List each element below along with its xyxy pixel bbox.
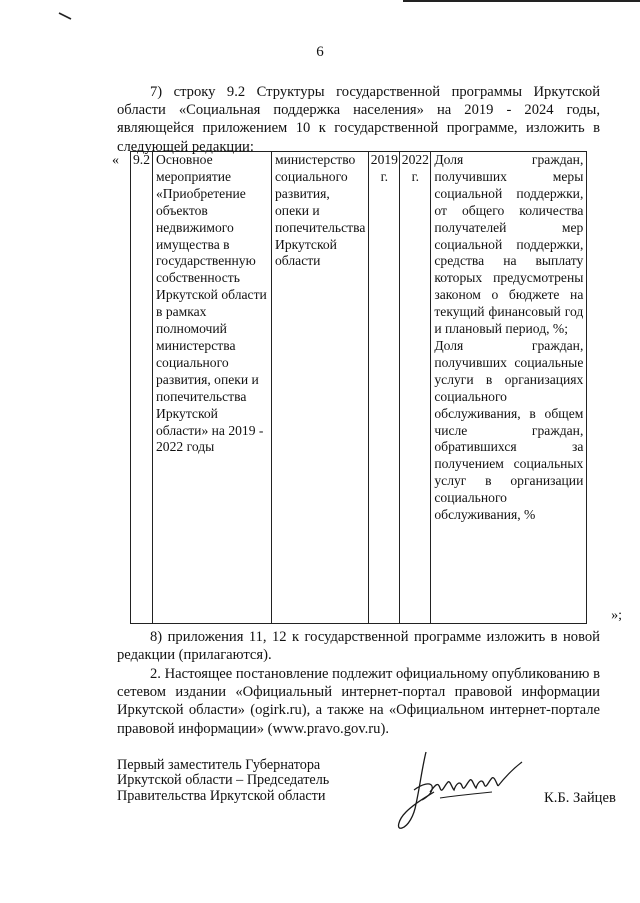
opening-quote: « bbox=[112, 153, 119, 168]
intro-paragraph: 7) строку 9.2 Структуры государственной программы Иркутской области «Социальная поддержка населения» на 2019 - 2024 годы, являющейся приложением 10 к государственной программе, изложить в следующей редакции: bbox=[117, 84, 600, 155]
program-structure-table bbox=[130, 151, 587, 624]
event-name: Основное мероприятие «Приобретение объектов недвижимого имущества в государственную собственность Иркутской области в рамках полномочий министерства социального развития, опеки и попечительства Иркутской области» на 2019 - 2022 годы bbox=[153, 152, 272, 624]
program-structure-excerpt bbox=[112, 151, 622, 624]
position-line-3: Правительства Иркутской области bbox=[117, 787, 326, 804]
indicator-2: Доля граждан, получивших социальные услуги в организациях социального обслуживания, в общем числе граждан, обратившихся за получением социальных услуг в организации социального обслуживания, % bbox=[434, 337, 584, 523]
page-number: 6 bbox=[316, 44, 324, 60]
indicator-1: Доля граждан, получивших меры социальной поддержки, от общего количества получателей мер социальной поддержки, средства на выплату которых предусмотрены законом о бюджете на текущий финансовый год и плановый период, %; bbox=[434, 152, 584, 337]
item-2-paragraph: 2. Настоящее постановление подлежит официальному опубликованию в сетевом издании «Официальный интернет-портал правовой информации Иркутской области» (ogirk.ru), а также на «Официальном интернет-портале правовой информации» (www.pravo.gov.ru). bbox=[117, 666, 600, 737]
table-row bbox=[131, 152, 587, 624]
executor: министерство социального развития, опеки и попечительства Иркутской области bbox=[272, 152, 369, 624]
indicators-cell bbox=[431, 152, 587, 624]
year-end: 2022 г. bbox=[400, 152, 431, 624]
item-8-paragraph: 8) приложения 11, 12 к государственной программе изложить в новой редакции (прилагаются). bbox=[117, 629, 600, 664]
top-rule bbox=[403, 0, 640, 2]
row-number: 9.2 bbox=[131, 152, 153, 624]
position-line-1: Первый заместитель Губернатора bbox=[117, 757, 321, 773]
year-start: 2019 г. bbox=[369, 152, 400, 624]
position-line-2: Иркутской области – Председатель bbox=[117, 772, 330, 789]
closing-quote: »; bbox=[611, 608, 622, 623]
signer-name: К.Б. Зайцев bbox=[544, 790, 616, 806]
corner-mark bbox=[58, 12, 72, 20]
handwritten-signature bbox=[392, 746, 532, 832]
signer-position bbox=[117, 758, 329, 804]
